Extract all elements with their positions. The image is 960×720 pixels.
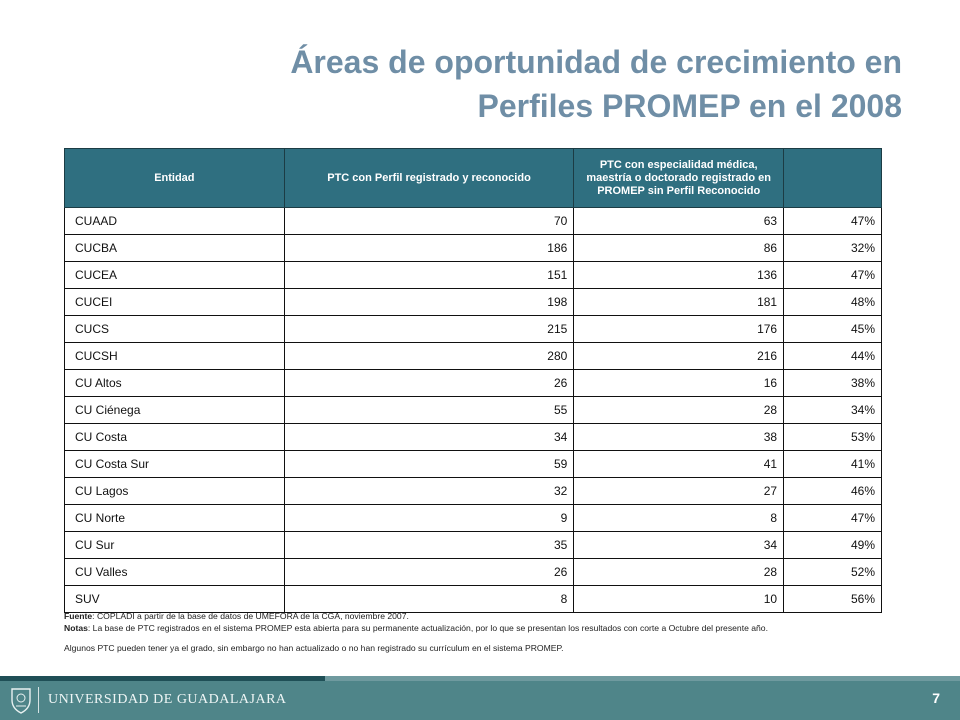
- cell-ptc-sin-perfil: 86: [574, 235, 784, 262]
- cell-ptc-sin-perfil: 136: [574, 262, 784, 289]
- cell-ptc-perfil: 70: [284, 208, 574, 235]
- cell-percent: 47%: [784, 262, 882, 289]
- cell-entidad: CUCS: [65, 316, 285, 343]
- header-entidad: Entidad: [65, 149, 285, 208]
- cell-percent: 53%: [784, 424, 882, 451]
- cell-entidad: CU Altos: [65, 370, 285, 397]
- cell-entidad: CUAAD: [65, 208, 285, 235]
- university-crest-icon: [10, 686, 32, 714]
- table-row: [65, 478, 882, 505]
- cell-ptc-sin-perfil: 27: [574, 478, 784, 505]
- cell-ptc-sin-perfil: 34: [574, 532, 784, 559]
- cell-entidad: CU Costa: [65, 424, 285, 451]
- table-row: [65, 559, 882, 586]
- cell-entidad: CU Norte: [65, 505, 285, 532]
- footnotes: [64, 610, 924, 654]
- cell-ptc-perfil: 35: [284, 532, 574, 559]
- cell-percent: 44%: [784, 343, 882, 370]
- notas-note: [64, 622, 924, 634]
- table-row: [65, 505, 882, 532]
- slide-title: [120, 40, 902, 128]
- table-row: [65, 262, 882, 289]
- fuente-label: Fuente: [64, 611, 93, 621]
- table-row: [65, 424, 882, 451]
- cell-ptc-sin-perfil: 38: [574, 424, 784, 451]
- cell-ptc-perfil: 59: [284, 451, 574, 478]
- cell-percent: 49%: [784, 532, 882, 559]
- cell-ptc-sin-perfil: 28: [574, 397, 784, 424]
- page-number: 7: [932, 690, 940, 706]
- footer-divider: [38, 687, 39, 713]
- cell-ptc-sin-perfil: 41: [574, 451, 784, 478]
- footer-bar: [0, 681, 960, 720]
- header-ptc-sin-perfil: PTC con especialidad médica, maestría o doctorado registrado en PROMEP sin Perfil Reconocido: [574, 149, 784, 208]
- table-row: [65, 316, 882, 343]
- cell-entidad: CU Ciénega: [65, 397, 285, 424]
- cell-ptc-sin-perfil: 216: [574, 343, 784, 370]
- cell-ptc-perfil: 151: [284, 262, 574, 289]
- cell-ptc-sin-perfil: 176: [574, 316, 784, 343]
- cell-ptc-perfil: 8: [284, 586, 574, 613]
- cell-ptc-perfil: 280: [284, 343, 574, 370]
- cell-percent: 47%: [784, 208, 882, 235]
- cell-ptc-perfil: 198: [284, 289, 574, 316]
- table-row: [65, 208, 882, 235]
- slide-title-line-2: Perfiles PROMEP en el 2008: [477, 88, 902, 124]
- table-row: [65, 370, 882, 397]
- cell-percent: 56%: [784, 586, 882, 613]
- cell-entidad: CU Sur: [65, 532, 285, 559]
- cell-entidad: CU Lagos: [65, 478, 285, 505]
- table-row: [65, 397, 882, 424]
- cell-entidad: CU Costa Sur: [65, 451, 285, 478]
- slide-title-line-1: Áreas de oportunidad de crecimiento en: [290, 44, 902, 80]
- cell-percent: 38%: [784, 370, 882, 397]
- cell-entidad: CU Valles: [65, 559, 285, 586]
- table-body: [65, 208, 882, 613]
- table-row: [65, 532, 882, 559]
- cell-ptc-sin-perfil: 181: [574, 289, 784, 316]
- cell-ptc-perfil: 26: [284, 559, 574, 586]
- cell-ptc-sin-perfil: 16: [574, 370, 784, 397]
- header-percent: [784, 149, 882, 208]
- cell-ptc-perfil: 215: [284, 316, 574, 343]
- cell-ptc-perfil: 32: [284, 478, 574, 505]
- cell-entidad: CUCEA: [65, 262, 285, 289]
- cell-ptc-sin-perfil: 28: [574, 559, 784, 586]
- cell-percent: 46%: [784, 478, 882, 505]
- cell-ptc-sin-perfil: 8: [574, 505, 784, 532]
- cell-percent: 34%: [784, 397, 882, 424]
- header-ptc-perfil: PTC con Perfil registrado y reconocido: [284, 149, 574, 208]
- notas-text: : La base de PTC registrados en el sistema PROMEP esta abierta para su permanente actualización, por lo que se presentan los resultados con corte a Octubre del presente año.: [87, 623, 768, 633]
- cell-entidad: CUCSH: [65, 343, 285, 370]
- table-header-row: [65, 149, 882, 208]
- fuente-text: : COPLADI a partir de la base de datos de UMEFORA de la CGA, noviembre 2007.: [92, 611, 409, 621]
- cell-ptc-perfil: 55: [284, 397, 574, 424]
- table-row: [65, 235, 882, 262]
- cell-entidad: CUCBA: [65, 235, 285, 262]
- extra-note: Algunos PTC pueden tener ya el grado, sin embargo no han actualizado o no han registrado su currículum en el sistema PROMEP.: [64, 643, 564, 653]
- notas-label: Notas: [64, 623, 88, 633]
- cell-percent: 41%: [784, 451, 882, 478]
- cell-entidad: CUCEI: [65, 289, 285, 316]
- cell-percent: 32%: [784, 235, 882, 262]
- cell-ptc-perfil: 34: [284, 424, 574, 451]
- table-row: [65, 586, 882, 613]
- cell-ptc-sin-perfil: 63: [574, 208, 784, 235]
- cell-ptc-perfil: 186: [284, 235, 574, 262]
- cell-ptc-perfil: 9: [284, 505, 574, 532]
- cell-percent: 48%: [784, 289, 882, 316]
- fuente-note: [64, 610, 924, 622]
- cell-ptc-sin-perfil: 10: [574, 586, 784, 613]
- table-row: [65, 289, 882, 316]
- table-row: [65, 343, 882, 370]
- data-table: [64, 148, 882, 613]
- cell-percent: 47%: [784, 505, 882, 532]
- cell-percent: 52%: [784, 559, 882, 586]
- cell-ptc-perfil: 26: [284, 370, 574, 397]
- cell-entidad: SUV: [65, 586, 285, 613]
- cell-percent: 45%: [784, 316, 882, 343]
- university-name: UNIVERSIDAD DE GUADALAJARA: [48, 692, 287, 707]
- table-row: [65, 451, 882, 478]
